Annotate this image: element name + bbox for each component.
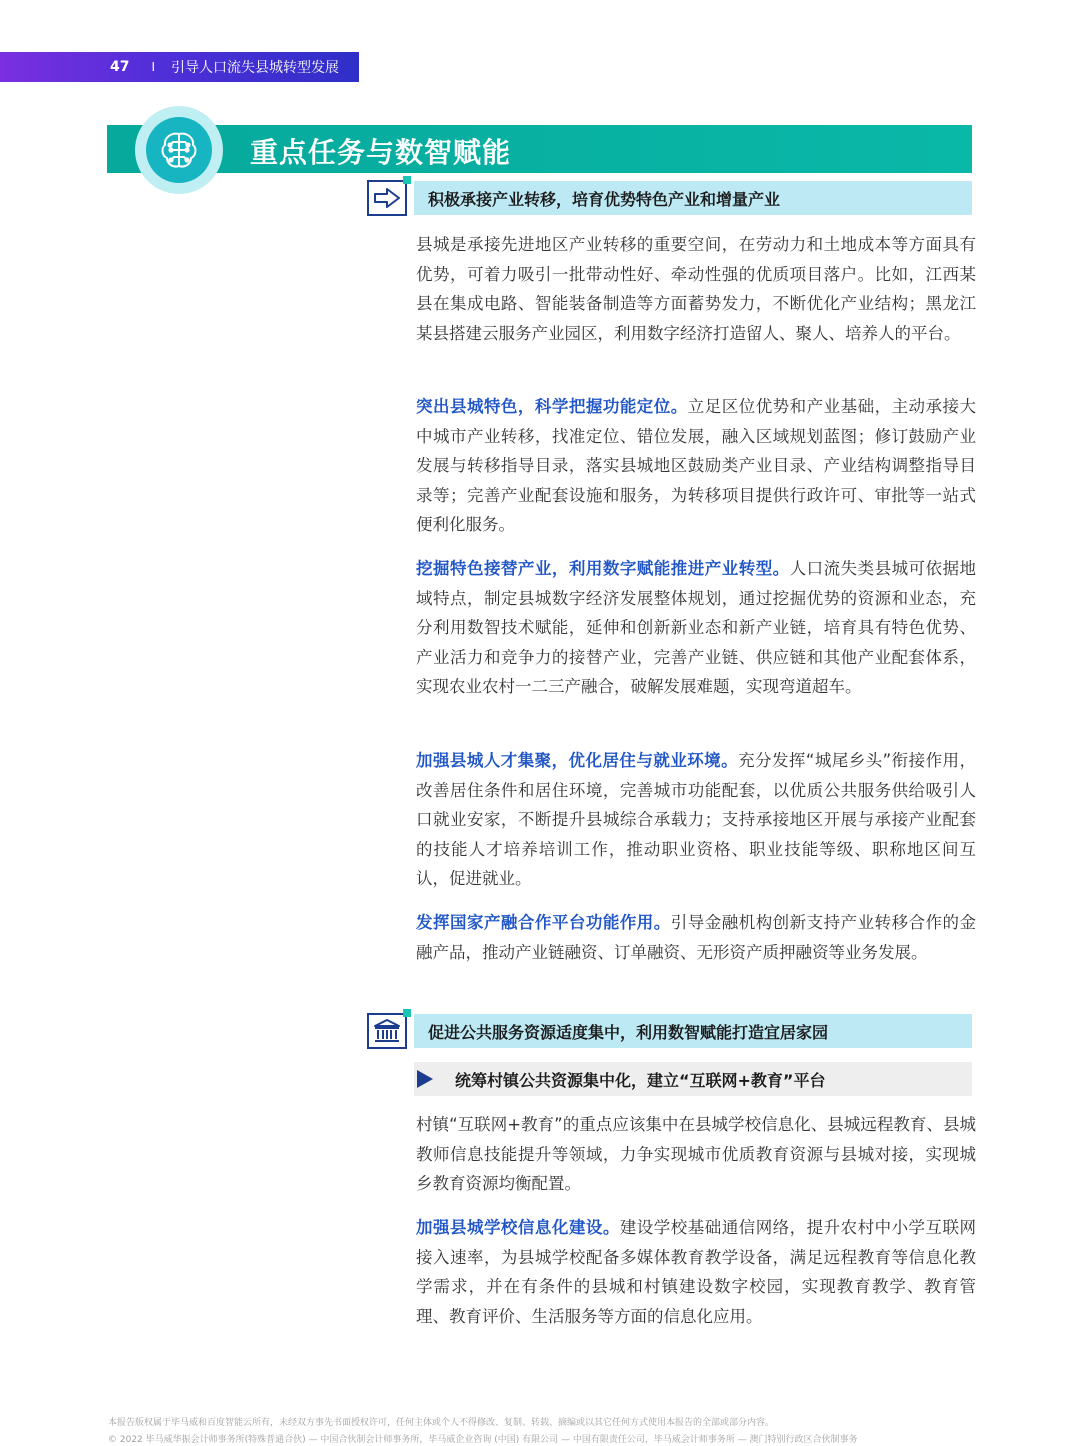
subsection2-title: 促进公共服务资源适度集中，利用数智赋能打造宜居家园 bbox=[428, 1022, 829, 1042]
header-separator: I bbox=[151, 60, 156, 74]
page-header bbox=[0, 52, 359, 82]
paragraph-lead: 发挥国家产融合作平台功能作用。 bbox=[416, 913, 671, 932]
brain-icon bbox=[155, 126, 203, 174]
subsubsection-banner bbox=[414, 1062, 972, 1096]
footer-copyright-notice: 本报告版权属于毕马威和百度智能云所有，未经双方事先书面授权许可，任何主体或个人不得修改、复制、转载、摘编或以其它任何方式使用本报告的全部或部分内容。 bbox=[108, 1418, 775, 1428]
paragraph-lead: 加强县城学校信息化建设。 bbox=[416, 1218, 620, 1237]
play-triangle-icon bbox=[417, 1070, 433, 1088]
paragraph-text: 村镇“互联网+教育”的重点应该集中在县城学校信息化、县城远程教育、县城教师信息技能提升等领域，力争实现城市优质教育资源与县城对接，实现城乡教育资源均衡配置。 bbox=[416, 1115, 976, 1194]
section-title: 重点任务与数智赋能 bbox=[250, 136, 512, 169]
subsection2-icon-box bbox=[367, 1013, 407, 1049]
paragraph-lead: 加强县城人才集聚，优化居住与就业环境。 bbox=[416, 751, 739, 770]
paragraph bbox=[416, 746, 976, 894]
subsection2-banner bbox=[414, 1014, 972, 1048]
paragraph bbox=[416, 554, 976, 702]
paragraph bbox=[416, 1213, 976, 1331]
page-number: 47 bbox=[110, 59, 130, 75]
paragraph bbox=[416, 392, 976, 540]
subsection1-banner bbox=[414, 181, 972, 215]
paragraph-text: 建设学校基础通信网络，提升农村中小学互联网接入速率，为县城学校配备多媒体教育教学设备，满足远程教育等信息化教学需求，并在有条件的县城和村镇建设数字校园，实现教育教学、教育管理、教育评价、生活服务等方面的信息化应用。 bbox=[416, 1218, 976, 1326]
paragraph-text: 县城是承接先进地区产业转移的重要空间，在劳动力和土地成本等方面具有优势，可着力吸引一批带动性好、牵动性强的优质项目落户。比如，江西某县在集成电路、智能装备制造等方面蓄势发力，不断优化产业结构；黑龙江某县搭建云服务产业园区，利用数字经济打造留人、聚人、培养人的平台。 bbox=[416, 235, 976, 343]
building-icon bbox=[373, 1018, 401, 1044]
paragraph-text: 立足区位优势和产业基础，主动承接大中城市产业转移，找准定位、错位发展，融入区域规划蓝图；修订鼓励产业发展与转移指导目录，落实县城地区鼓励类产业目录、产业结构调整指导目录等；完善产业配套设施和服务，为转移项目提供行政许可、审批等一站式便利化服务。 bbox=[416, 397, 976, 535]
paragraph bbox=[416, 908, 976, 967]
paragraph bbox=[416, 1110, 976, 1199]
paragraph-text: 人口流失类县城可依据地域特点，制定县城数字经济发展整体规划，通过挖掘优势的资源和业态，充分利用数智技术赋能，延伸和创新新业态和新产业链，培育具有特色优势、产业活力和竞争力的接替产业，完善产业链、供应链和其他产业配套体系，实现农业农村一二三产融合，破解发展难题，实现弯道超车。 bbox=[416, 559, 976, 697]
paragraph bbox=[416, 230, 976, 348]
section-icon-badge bbox=[135, 106, 223, 194]
subsection1-icon-box bbox=[367, 180, 407, 216]
subsubsection-title: 统筹村镇公共资源集中化，建立“互联网+教育”平台 bbox=[455, 1070, 826, 1090]
paragraph-lead: 突出县城特色，科学把握功能定位。 bbox=[416, 397, 688, 416]
subsection1-title: 积极承接产业转移，培育优势特色产业和增量产业 bbox=[428, 189, 781, 209]
header-title: 引导人口流失县城转型发展 bbox=[171, 60, 340, 76]
section-banner bbox=[107, 125, 972, 173]
arrow-right-icon bbox=[373, 187, 401, 209]
paragraph-lead: 挖掘特色接替产业，利用数字赋能推进产业转型。 bbox=[416, 559, 790, 578]
paragraph-text: 充分发挥“城尾乡头”衔接作用，改善居住条件和居住环境，完善城市功能配套，以优质公共服务供给吸引人口就业安家，不断提升县城综合承载力；支持承接地区开展与承接产业配套的技能人才培养培训工作，推动职业资格、职业技能等级、职称地区间互认，促进就业。 bbox=[416, 751, 976, 889]
paragraph-text: 引导金融机构创新支持产业转移合作的金融产品，推动产业链融资、订单融资、无形资产质押融资等业务发展。 bbox=[416, 913, 976, 962]
footer-legal-entities: © 2022 毕马威华振会计师事务所(特殊普通合伙) — 中国合伙制会计师事务所，毕马威企业咨询 (中国) 有限公司 — 中国有限责任公司，毕马威会计师事务所 — 澳门特别行政区合伙制事务 bbox=[108, 1435, 858, 1445]
